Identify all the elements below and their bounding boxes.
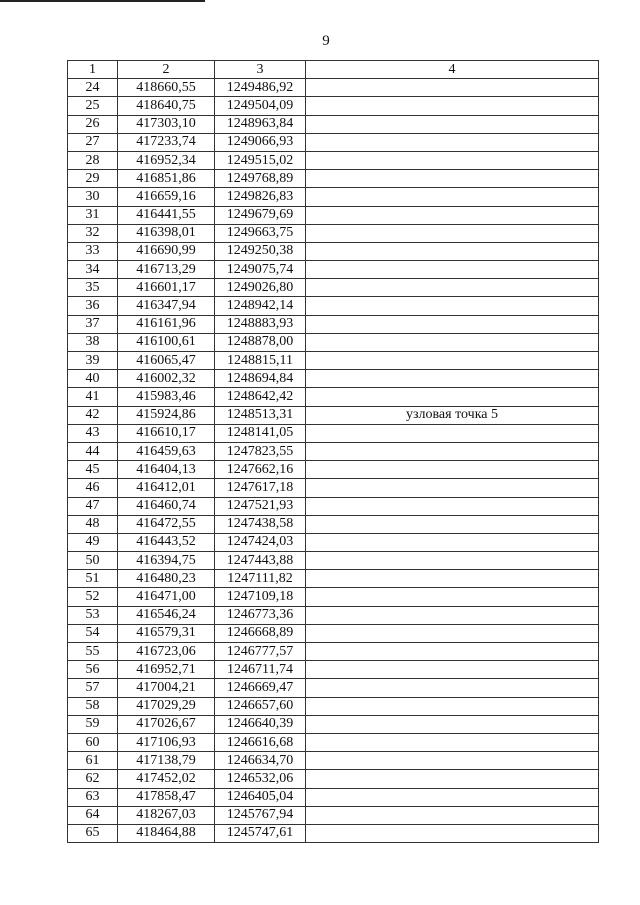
note-cell <box>306 552 599 570</box>
x-coordinate-cell: 415924,86 <box>118 406 215 424</box>
x-coordinate-cell: 416952,34 <box>118 151 215 169</box>
point-number-cell: 32 <box>68 224 118 242</box>
note-cell <box>306 261 599 279</box>
y-coordinate-cell: 1247823,55 <box>215 442 306 460</box>
table-row <box>68 770 599 788</box>
x-coordinate-cell: 417106,93 <box>118 733 215 751</box>
note-cell <box>306 315 599 333</box>
table-row <box>68 552 599 570</box>
point-number-cell: 52 <box>68 588 118 606</box>
y-coordinate-cell: 1245747,61 <box>215 824 306 842</box>
x-coordinate-cell: 416347,94 <box>118 297 215 315</box>
point-number-cell: 46 <box>68 479 118 497</box>
y-coordinate-cell: 1246634,70 <box>215 752 306 770</box>
table-row <box>68 388 599 406</box>
table-row <box>68 697 599 715</box>
table-row <box>68 151 599 169</box>
point-number-cell: 54 <box>68 624 118 642</box>
y-coordinate-cell: 1245767,94 <box>215 806 306 824</box>
column-header: 4 <box>306 61 599 79</box>
y-coordinate-cell: 1249679,69 <box>215 206 306 224</box>
y-coordinate-cell: 1249250,38 <box>215 242 306 260</box>
point-number-cell: 41 <box>68 388 118 406</box>
note-cell: узловая точка 5 <box>306 406 599 424</box>
x-coordinate-cell: 416713,29 <box>118 261 215 279</box>
y-coordinate-cell: 1249486,92 <box>215 79 306 97</box>
note-cell <box>306 752 599 770</box>
x-coordinate-cell: 416412,01 <box>118 479 215 497</box>
point-number-cell: 25 <box>68 97 118 115</box>
point-number-cell: 26 <box>68 115 118 133</box>
point-number-cell: 57 <box>68 679 118 697</box>
note-cell <box>306 424 599 442</box>
table-row <box>68 79 599 97</box>
note-cell <box>306 224 599 242</box>
point-number-cell: 45 <box>68 461 118 479</box>
y-coordinate-cell: 1247443,88 <box>215 552 306 570</box>
point-number-cell: 44 <box>68 442 118 460</box>
table-row <box>68 643 599 661</box>
note-cell <box>306 242 599 260</box>
table-body <box>68 79 599 843</box>
table-row <box>68 97 599 115</box>
table-row <box>68 224 599 242</box>
note-cell <box>306 824 599 842</box>
x-coordinate-cell: 416610,17 <box>118 424 215 442</box>
note-cell <box>306 788 599 806</box>
note-cell <box>306 133 599 151</box>
x-coordinate-cell: 418464,88 <box>118 824 215 842</box>
point-number-cell: 49 <box>68 533 118 551</box>
x-coordinate-cell: 416065,47 <box>118 352 215 370</box>
table-row <box>68 497 599 515</box>
table-row <box>68 424 599 442</box>
table-row <box>68 715 599 733</box>
y-coordinate-cell: 1249066,93 <box>215 133 306 151</box>
y-coordinate-cell: 1248141,05 <box>215 424 306 442</box>
point-number-cell: 58 <box>68 697 118 715</box>
y-coordinate-cell: 1249663,75 <box>215 224 306 242</box>
y-coordinate-cell: 1246657,60 <box>215 697 306 715</box>
x-coordinate-cell: 416460,74 <box>118 497 215 515</box>
table-row <box>68 606 599 624</box>
table-row <box>68 297 599 315</box>
table-row <box>68 333 599 351</box>
note-cell <box>306 352 599 370</box>
y-coordinate-cell: 1248513,31 <box>215 406 306 424</box>
table-row <box>68 461 599 479</box>
x-coordinate-cell: 416579,31 <box>118 624 215 642</box>
note-cell <box>306 770 599 788</box>
y-coordinate-cell: 1248963,84 <box>215 115 306 133</box>
y-coordinate-cell: 1246773,36 <box>215 606 306 624</box>
point-number-cell: 33 <box>68 242 118 260</box>
x-coordinate-cell: 416472,55 <box>118 515 215 533</box>
note-cell <box>306 188 599 206</box>
y-coordinate-cell: 1249075,74 <box>215 261 306 279</box>
point-number-cell: 39 <box>68 352 118 370</box>
point-number-cell: 36 <box>68 297 118 315</box>
x-coordinate-cell: 416690,99 <box>118 242 215 260</box>
x-coordinate-cell: 416404,13 <box>118 461 215 479</box>
y-coordinate-cell: 1249768,89 <box>215 170 306 188</box>
note-cell <box>306 806 599 824</box>
point-number-cell: 29 <box>68 170 118 188</box>
x-coordinate-cell: 416100,61 <box>118 333 215 351</box>
y-coordinate-cell: 1247662,16 <box>215 461 306 479</box>
note-cell <box>306 170 599 188</box>
y-coordinate-cell: 1246669,47 <box>215 679 306 697</box>
x-coordinate-cell: 417452,02 <box>118 770 215 788</box>
y-coordinate-cell: 1248815,11 <box>215 352 306 370</box>
x-coordinate-cell: 416601,17 <box>118 279 215 297</box>
table-row <box>68 752 599 770</box>
note-cell <box>306 624 599 642</box>
x-coordinate-cell: 417138,79 <box>118 752 215 770</box>
note-cell <box>306 697 599 715</box>
x-coordinate-cell: 417026,67 <box>118 715 215 733</box>
column-header: 2 <box>118 61 215 79</box>
y-coordinate-cell: 1247109,18 <box>215 588 306 606</box>
point-number-cell: 59 <box>68 715 118 733</box>
point-number-cell: 61 <box>68 752 118 770</box>
table-row <box>68 442 599 460</box>
note-cell <box>306 570 599 588</box>
y-coordinate-cell: 1246405,04 <box>215 788 306 806</box>
note-cell <box>306 533 599 551</box>
y-coordinate-cell: 1249515,02 <box>215 151 306 169</box>
y-coordinate-cell: 1246711,74 <box>215 661 306 679</box>
point-number-cell: 40 <box>68 370 118 388</box>
table-row <box>68 352 599 370</box>
x-coordinate-cell: 417233,74 <box>118 133 215 151</box>
point-number-cell: 65 <box>68 824 118 842</box>
x-coordinate-cell: 418660,55 <box>118 79 215 97</box>
x-coordinate-cell: 416398,01 <box>118 224 215 242</box>
note-cell <box>306 442 599 460</box>
table-row <box>68 661 599 679</box>
coordinates-table <box>67 60 599 843</box>
x-coordinate-cell: 416161,96 <box>118 315 215 333</box>
y-coordinate-cell: 1248883,93 <box>215 315 306 333</box>
x-coordinate-cell: 417303,10 <box>118 115 215 133</box>
table-row <box>68 206 599 224</box>
table-row <box>68 170 599 188</box>
table-row <box>68 133 599 151</box>
point-number-cell: 47 <box>68 497 118 515</box>
x-coordinate-cell: 416659,16 <box>118 188 215 206</box>
point-number-cell: 31 <box>68 206 118 224</box>
y-coordinate-cell: 1248694,84 <box>215 370 306 388</box>
point-number-cell: 30 <box>68 188 118 206</box>
note-cell <box>306 733 599 751</box>
point-number-cell: 56 <box>68 661 118 679</box>
table-row <box>68 515 599 533</box>
table-row <box>68 733 599 751</box>
y-coordinate-cell: 1249026,80 <box>215 279 306 297</box>
table-row <box>68 370 599 388</box>
point-number-cell: 60 <box>68 733 118 751</box>
note-cell <box>306 661 599 679</box>
y-coordinate-cell: 1249826,83 <box>215 188 306 206</box>
x-coordinate-cell: 416952,71 <box>118 661 215 679</box>
x-coordinate-cell: 416471,00 <box>118 588 215 606</box>
table-row <box>68 806 599 824</box>
note-cell <box>306 497 599 515</box>
table-row <box>68 188 599 206</box>
table-row <box>68 279 599 297</box>
x-coordinate-cell: 416002,32 <box>118 370 215 388</box>
point-number-cell: 37 <box>68 315 118 333</box>
note-cell <box>306 206 599 224</box>
table-row <box>68 479 599 497</box>
table-header-row <box>68 61 599 79</box>
x-coordinate-cell: 418640,75 <box>118 97 215 115</box>
y-coordinate-cell: 1246616,68 <box>215 733 306 751</box>
table-row <box>68 261 599 279</box>
x-coordinate-cell: 416480,23 <box>118 570 215 588</box>
page-number: 9 <box>322 33 330 49</box>
note-cell <box>306 643 599 661</box>
note-cell <box>306 388 599 406</box>
top-rule <box>0 0 205 2</box>
note-cell <box>306 370 599 388</box>
note-cell <box>306 115 599 133</box>
x-coordinate-cell: 416851,86 <box>118 170 215 188</box>
x-coordinate-cell: 416441,55 <box>118 206 215 224</box>
y-coordinate-cell: 1248942,14 <box>215 297 306 315</box>
x-coordinate-cell: 417029,29 <box>118 697 215 715</box>
point-number-cell: 42 <box>68 406 118 424</box>
x-coordinate-cell: 416459,63 <box>118 442 215 460</box>
y-coordinate-cell: 1247617,18 <box>215 479 306 497</box>
table-row <box>68 533 599 551</box>
note-cell <box>306 715 599 733</box>
table-row <box>68 406 599 424</box>
y-coordinate-cell: 1247111,82 <box>215 570 306 588</box>
table-row <box>68 315 599 333</box>
note-cell <box>306 297 599 315</box>
y-coordinate-cell: 1249504,09 <box>215 97 306 115</box>
y-coordinate-cell: 1246532,06 <box>215 770 306 788</box>
table-row <box>68 570 599 588</box>
x-coordinate-cell: 416394,75 <box>118 552 215 570</box>
table-row <box>68 242 599 260</box>
point-number-cell: 53 <box>68 606 118 624</box>
x-coordinate-cell: 415983,46 <box>118 388 215 406</box>
note-cell <box>306 679 599 697</box>
column-header: 3 <box>215 61 306 79</box>
table-row <box>68 788 599 806</box>
table-row <box>68 824 599 842</box>
x-coordinate-cell: 416443,52 <box>118 533 215 551</box>
point-number-cell: 62 <box>68 770 118 788</box>
x-coordinate-cell: 416723,06 <box>118 643 215 661</box>
point-number-cell: 43 <box>68 424 118 442</box>
table-row <box>68 115 599 133</box>
point-number-cell: 51 <box>68 570 118 588</box>
note-cell <box>306 461 599 479</box>
point-number-cell: 34 <box>68 261 118 279</box>
x-coordinate-cell: 418267,03 <box>118 806 215 824</box>
column-header: 1 <box>68 61 118 79</box>
table-row <box>68 624 599 642</box>
y-coordinate-cell: 1247424,03 <box>215 533 306 551</box>
point-number-cell: 28 <box>68 151 118 169</box>
y-coordinate-cell: 1246668,89 <box>215 624 306 642</box>
point-number-cell: 64 <box>68 806 118 824</box>
y-coordinate-cell: 1246640,39 <box>215 715 306 733</box>
point-number-cell: 50 <box>68 552 118 570</box>
point-number-cell: 48 <box>68 515 118 533</box>
note-cell <box>306 333 599 351</box>
point-number-cell: 24 <box>68 79 118 97</box>
point-number-cell: 63 <box>68 788 118 806</box>
note-cell <box>306 479 599 497</box>
point-number-cell: 38 <box>68 333 118 351</box>
y-coordinate-cell: 1247438,58 <box>215 515 306 533</box>
note-cell <box>306 151 599 169</box>
note-cell <box>306 97 599 115</box>
x-coordinate-cell: 416546,24 <box>118 606 215 624</box>
table-row <box>68 679 599 697</box>
note-cell <box>306 606 599 624</box>
x-coordinate-cell: 417004,21 <box>118 679 215 697</box>
note-cell <box>306 588 599 606</box>
point-number-cell: 55 <box>68 643 118 661</box>
table-row <box>68 588 599 606</box>
note-cell <box>306 515 599 533</box>
y-coordinate-cell: 1246777,57 <box>215 643 306 661</box>
note-cell <box>306 79 599 97</box>
y-coordinate-cell: 1248642,42 <box>215 388 306 406</box>
note-cell <box>306 279 599 297</box>
x-coordinate-cell: 417858,47 <box>118 788 215 806</box>
point-number-cell: 35 <box>68 279 118 297</box>
y-coordinate-cell: 1247521,93 <box>215 497 306 515</box>
y-coordinate-cell: 1248878,00 <box>215 333 306 351</box>
point-number-cell: 27 <box>68 133 118 151</box>
